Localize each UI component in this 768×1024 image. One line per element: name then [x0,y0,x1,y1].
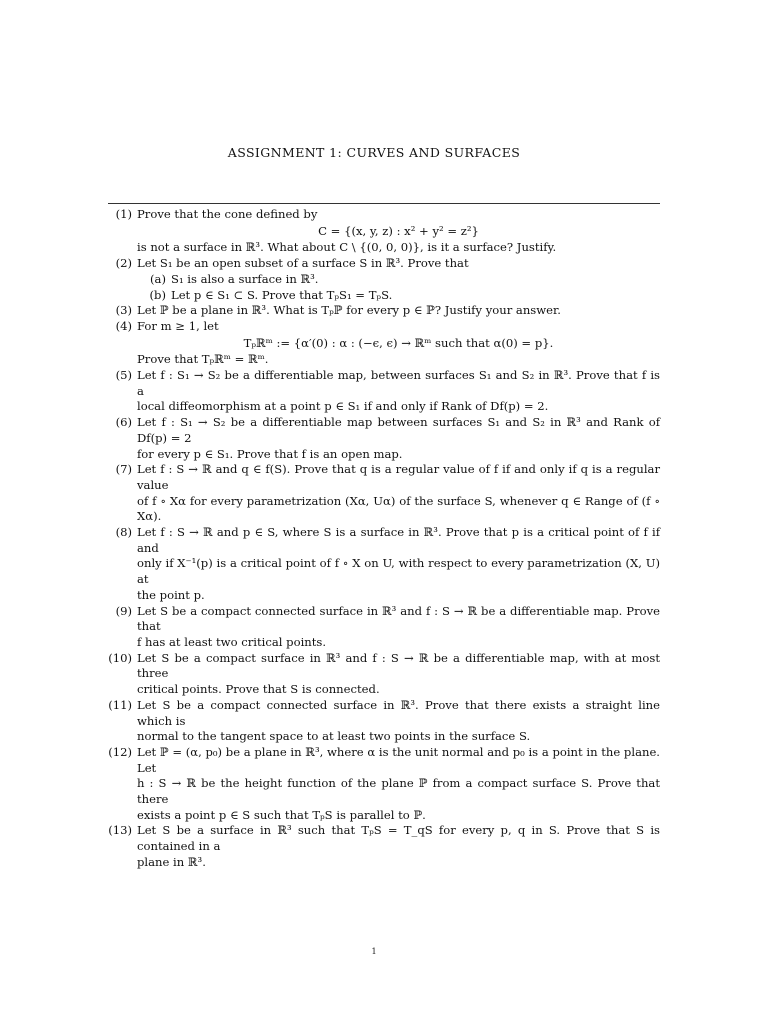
problem-number: (2) [115,256,132,271]
problem-body [132,525,660,604]
problem-line: only if X⁻¹(p) is a critical point of f ∘ X on U, with respect to every parametrization (X, U) at [137,556,660,587]
problem-number: (9) [115,603,132,618]
problem-number: (11) [108,697,132,712]
problem-item [108,698,660,745]
problem-line: Let ℙ be a plane in ℝ³. What is Tₚℙ for every p ∈ ℙ? Justify your answer. [137,303,561,318]
problem-body [132,604,660,651]
problem-line: critical points. Prove that S is connected. [137,682,380,697]
sub-text: Let p ∈ S₁ ⊂ S. Prove that TₚS₁ = TₚS. [171,287,393,302]
problem-number: (1) [115,207,132,221]
page-number: 1 [371,947,377,956]
problem-body [132,303,660,319]
problem-list [108,207,660,871]
problem-line: is not a surface in ℝ³. What about C \ {(0, 0, 0)}, is it a surface? Justify. [137,240,557,255]
problem-item [108,415,660,462]
problem-body [132,698,660,745]
problem-number: (5) [115,368,132,383]
problem-item [108,604,660,651]
problem-number: (12) [108,744,132,759]
problem-item [108,319,660,368]
problem-line: Let ℙ = (α, p₀) be a plane in ℝ³, where α is the unit normal and p₀ is a point in the plane. Let [137,744,660,775]
problem-line: for every p ∈ S₁. Prove that f is an open map. [137,446,403,461]
problem-item [108,745,660,824]
sub-label: (b) [149,287,166,302]
sub-item [137,272,660,288]
problem-body [132,319,660,368]
problem-line: Let S be a compact connected surface in ℝ³. Prove that there exists a straight line which is [137,697,660,728]
problem-line: Prove that the cone defined by [137,207,318,221]
page-title: ASSIGNMENT 1: CURVES AND SURFACES [227,145,521,160]
problem-item [108,651,660,698]
problem-number: (13) [108,823,132,838]
problem-line: Let S be a surface in ℝ³ such that TₚS = T_qS for every p, q in S. Prove that S is contained in a [137,823,660,854]
problem-number: (8) [115,525,132,540]
problem-body [132,207,660,256]
problem-number: (3) [115,303,132,318]
problem-body [132,823,660,870]
problem-line: Prove that Tₚℝᵐ = ℝᵐ. [137,352,269,367]
sub-item [137,288,660,304]
problem-item [108,207,660,256]
problem-body [132,368,660,415]
title-divider [108,203,660,204]
problem-body [132,651,660,698]
problem-line: exists a point p ∈ S such that TₚS is parallel to ℙ. [137,807,426,822]
problem-line: Let S be a compact surface in ℝ³ and f : S → ℝ be a differentiable map, with at most three [137,650,660,681]
display-equation: C = {(x, y, z) : x² + y² = z²} [318,223,479,238]
sub-label: (a) [150,271,166,286]
problem-line: Let S be a compact connected surface in ℝ³ and f : S → ℝ be a differentiable map. Prove that [137,603,660,634]
problem-body [132,462,660,525]
problem-body [132,256,660,303]
problem-item [108,525,660,604]
problem-line: plane in ℝ³. [137,854,206,869]
problem-line: Let f : S → ℝ and p ∈ S, where S is a surface in ℝ³. Prove that p is a critical point of f if and [137,525,660,555]
problem-line: Let S₁ be an open subset of a surface S in ℝ³. Prove that [137,256,469,271]
sub-text: S₁ is also a surface in ℝ³. [171,271,319,286]
problem-body [132,745,660,824]
problem-number: (7) [115,462,132,477]
problem-line: Let f : S₁ → S₂ be a differentiable map between surfaces S₁ and S₂ in ℝ³ and Rank of Df(p) = 2 [137,415,660,445]
problem-line: normal to the tangent space to at least two points in the surface S. [137,729,531,744]
problem-line: local diffeomorphism at a point p ∈ S₁ if and only if Rank of Df(p) = 2. [137,399,549,414]
problem-item [108,462,660,525]
problem-line: Let f : S₁ → S₂ be a differentiable map, between surfaces S₁ and S₂ in ℝ³. Prove that f is a [137,368,660,398]
problem-line: h : S → ℝ be the height function of the plane ℙ from a compact surface S. Prove that there [137,776,660,807]
problem-number: (4) [115,318,132,333]
problem-line: of f ∘ Xα for every parametrization (Xα, Uα) of the surface S, whenever q ∈ Range of (f ∘ Xα). [137,493,660,524]
problem-item [108,368,660,415]
problem-number: (6) [115,415,132,430]
problem-line: the point p. [137,587,205,602]
problem-line: f has at least two critical points. [137,634,327,649]
display-equation: Tₚℝᵐ := {α′(0) : α : (−ϵ, ϵ) → ℝᵐ such that α(0) = p}. [243,335,554,350]
problem-number: (10) [108,650,132,665]
problem-item [108,823,660,870]
problem-body [132,415,660,462]
problem-line: For m ≥ 1, let [137,318,219,333]
problem-item [108,256,660,303]
problem-line: Let f : S → ℝ and q ∈ f(S). Prove that q is a regular value of f if and only if q is a regular value [137,462,660,492]
problem-item [108,303,660,319]
